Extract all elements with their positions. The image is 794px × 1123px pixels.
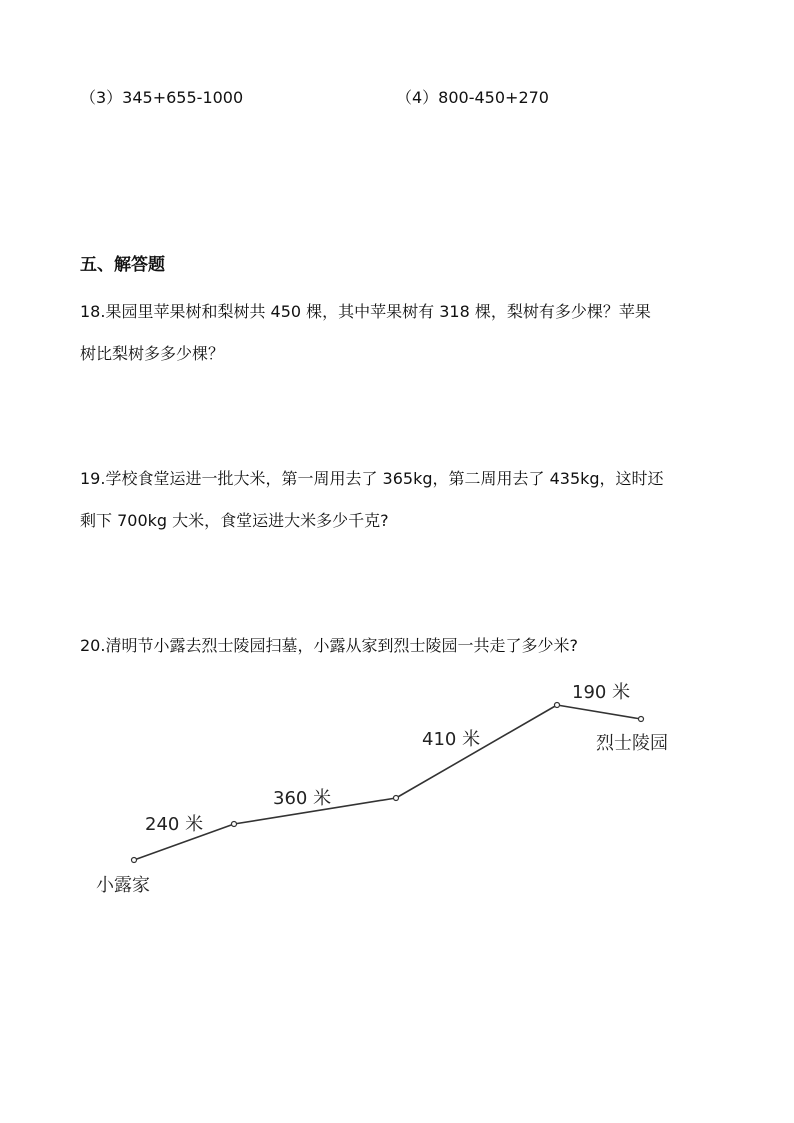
question-20-line-1: 20.清明节小露去烈士陵园扫墓，小露从家到烈士陵园一共走了多少米? <box>80 636 578 655</box>
question-19-line-1: 19.学校食堂运进一批大米，第一周用去了 365kg，第二周用去了 435kg，这时还 <box>80 469 664 488</box>
segment-label-360: 360 米 <box>273 788 332 809</box>
route-point-home <box>132 858 137 863</box>
route-point-1 <box>232 822 237 827</box>
question-19-line-2: 剩下 700kg 大米，食堂运进大米多少千克? <box>80 511 389 530</box>
segment-label-410: 410 米 <box>422 729 481 750</box>
question-18-line-1: 18.果园里苹果树和梨树共 450 棵，其中苹果树有 318 棵，梨树有多少棵？苹果 <box>80 302 651 321</box>
segment-label-240: 240 米 <box>145 814 204 835</box>
section-heading: 五、解答题 <box>80 255 165 275</box>
calc-item-3: （3）345+655-1000 <box>80 88 244 107</box>
route-point-cemetery <box>639 717 644 722</box>
segment-label-190: 190 米 <box>572 682 631 703</box>
route-point-3 <box>555 703 560 708</box>
calc-item-4: （4）800-450+270 <box>396 88 549 107</box>
end-label: 烈士陵园 <box>596 733 668 754</box>
question-18-line-2: 树比梨树多多少棵？ <box>80 344 225 363</box>
route-path <box>134 705 641 860</box>
route-point-2 <box>394 796 399 801</box>
start-label: 小露家 <box>96 875 150 896</box>
